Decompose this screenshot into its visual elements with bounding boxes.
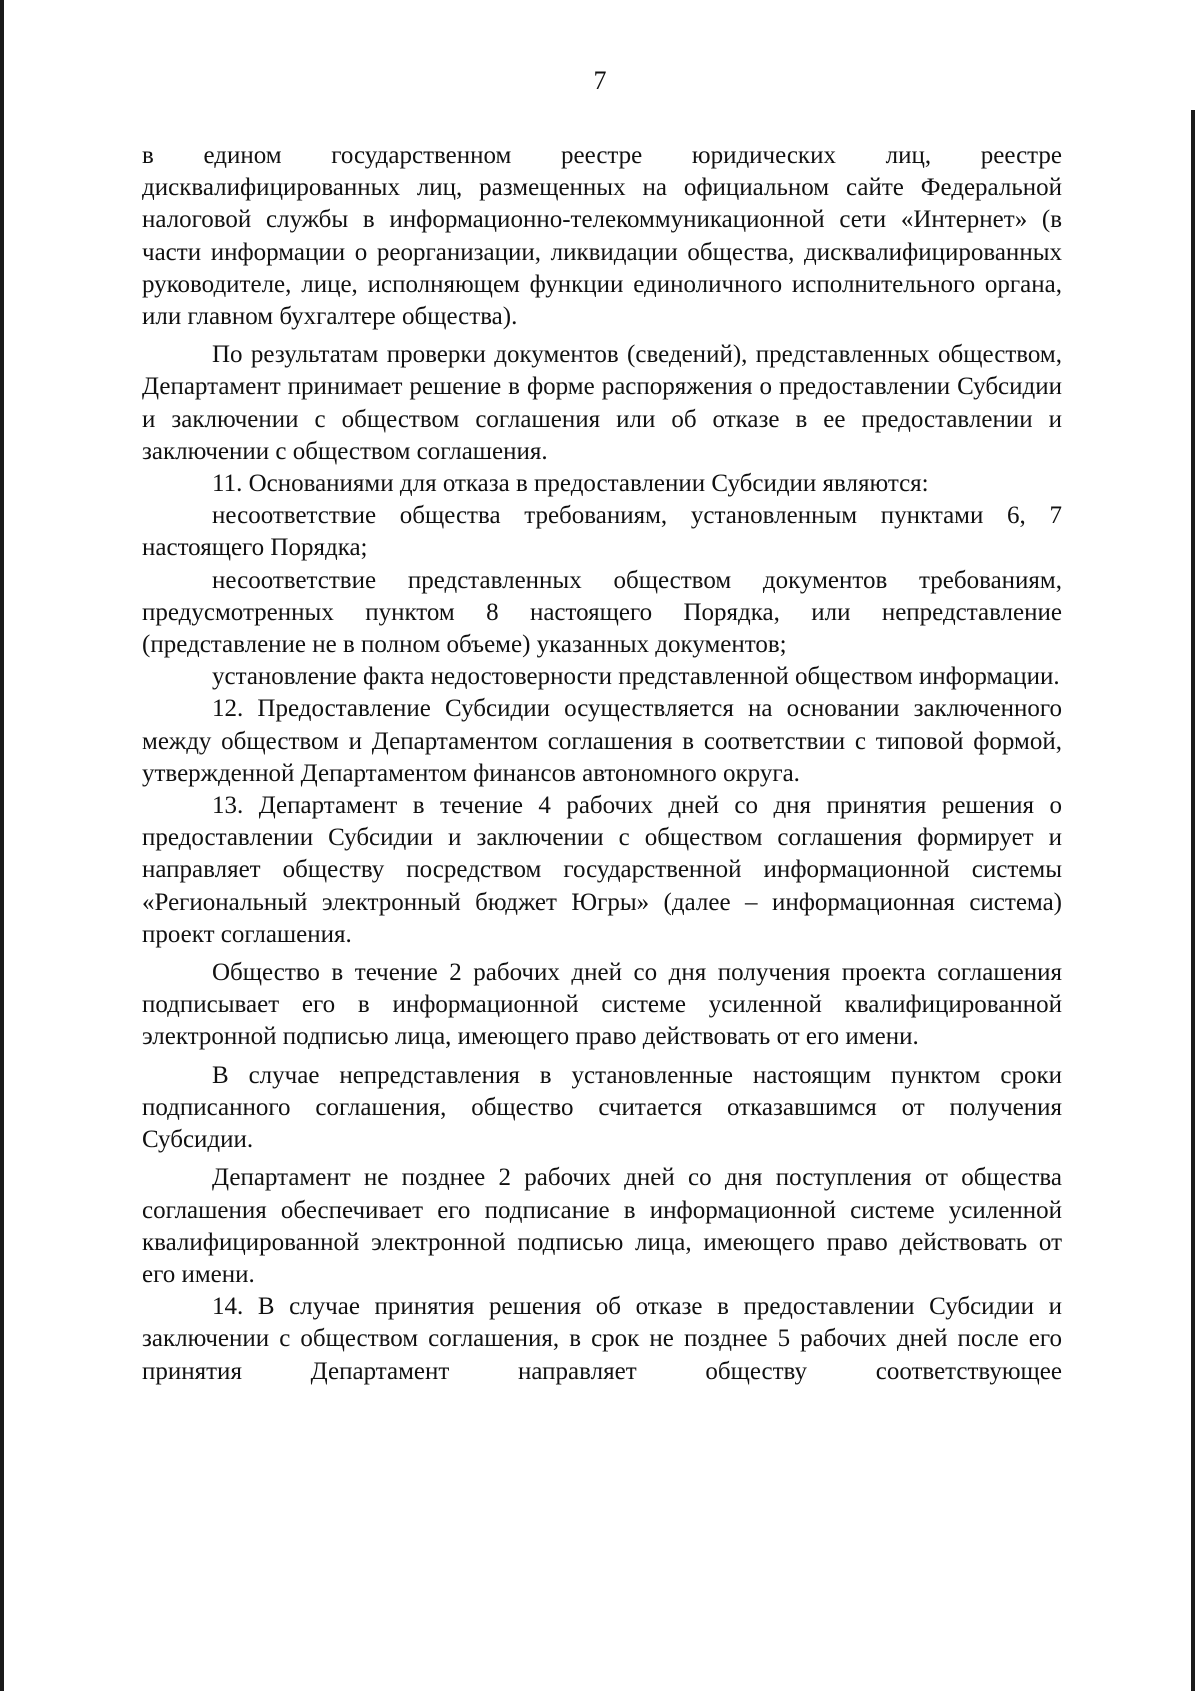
paragraph-non-submission: В случае непредставления в установленные настоящим пунктом сроки подписанного соглашения, общество считается отказавшимся от получения Субсидии. (142, 1061, 1062, 1154)
paragraph-item-13: 13. Департамент в течение 4 рабочих дней со дня принятия решения о предоставлении Субсидии и заключении с обществом соглашения формирует и направляет обществу посредством государственной информационной системы «Региональный электронный бюджет Югры» (далее – информационная система) проект соглашения. (142, 792, 1062, 948)
paragraph-decision: По результатам проверки документов (сведений), представленных обществом, Департамент принимает решение в форме распоряжения о предоставлении Субсидии и заключении с обществом соглашения или об отказе в ее предоставлении и заключении с обществом соглашения. (142, 341, 1062, 465)
paragraph-signing-department: Департамент не позднее 2 рабочих дней со дня поступления от общества соглашения обеспечивает его подписание в информационной системе усиленной квалифицированной электронной подписью лица, имеющего право действовать от его имени. (142, 1164, 1062, 1288)
scan-edge-left (0, 0, 4, 1691)
paragraph-item-12: 12. Предоставление Субсидии осуществляется на основании заключенного между обществом и Департаментом соглашения в соответствии с типовой формой, утвержденной Департаментом финансов автономного округа. (142, 695, 1062, 787)
paragraph-refusal-ground-3: установление факта недостоверности представленной обществом информации. (212, 663, 1060, 691)
paragraph-signing-society: Общество в течение 2 рабочих дней со дня получения проекта соглашения подписывает его в информационной системе усиленной квалифицированной электронной подписью лица, имеющего право действовать от его имени. (142, 959, 1062, 1051)
paragraph-refusal-ground-2: несоответствие представленных обществом документов требованиям, предусмотренных пунктом 8 настоящего Порядка, или непредставление (представление не в полном объеме) указанных документов; (142, 566, 1062, 659)
page-number: 7 (593, 66, 607, 95)
paragraph-item-11: 11. Основаниями для отказа в предоставлении Субсидии являются: (212, 470, 929, 498)
document-body (142, 140, 1062, 1388)
paragraph-continuation: в едином государственном реестре юридических лиц, реестре дисквалифицированных лиц, размещенных на официальном сайте Федеральной налоговой службы в информационно-телекоммуникационной сети «Интернет» (в части информации о реорганизации, ликвидации общества, дисквалифицированных руководителе, лице, исполняющем функции единоличного исполнительного органа, или главном бухгалтере общества). (142, 142, 1062, 331)
paragraph-refusal-ground-1: несоответствие общества требованиям, установленным пунктами 6, 7 настоящего Порядка; (142, 502, 1062, 562)
scan-edge-right (1191, 110, 1195, 1691)
paragraph-item-14: 14. В случае принятия решения об отказе в предоставлении Субсидии и заключении с обществом соглашения, в срок не позднее 5 рабочих дней после его принятия Департамент направляет обществу соответствующее (142, 1293, 1062, 1385)
